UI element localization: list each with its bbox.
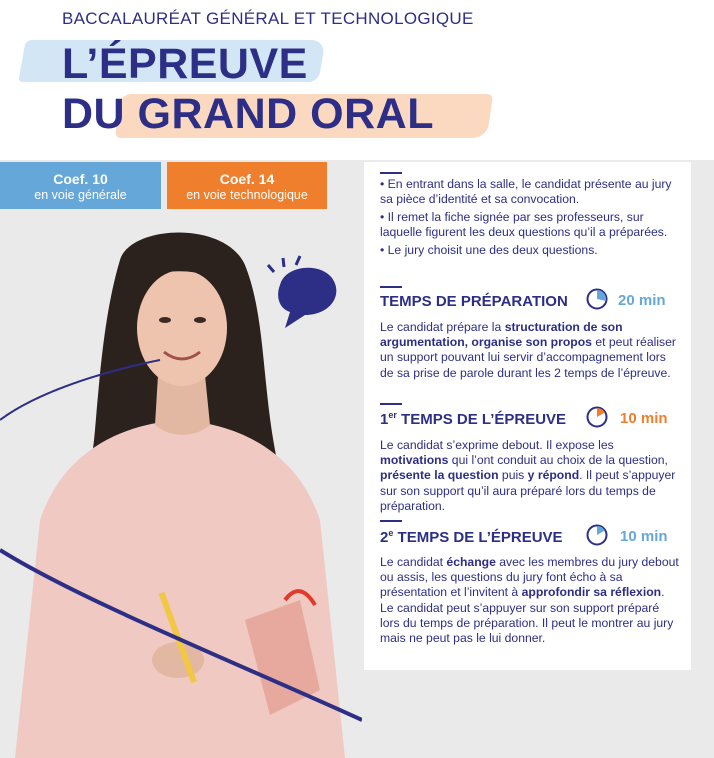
student-photo	[0, 220, 362, 758]
info-panel	[364, 162, 691, 670]
duration-second: 10 min	[620, 528, 668, 545]
section-text-second: Le candidat échange avec les membres du jury debout ou assis, les questions du jury font écho à sa présentation et l’invitent à approfondir sa réflexion. Le candidat peut s’appuyer sur son support préparé lors du temps de préparation. Il peut le montrer au jury mais ne peut pas le lui donner.	[380, 555, 679, 646]
divider-dash	[380, 403, 402, 405]
duration-preparation: 20 min	[618, 292, 666, 309]
section-title-first: 1er TEMPS DE L’ÉPREUVE	[380, 410, 567, 428]
bullet-item: • Le jury choisit une des deux questions.	[380, 243, 598, 257]
bullet-item: • Il remet la fiche signée par ses professeurs, sur laquelle figurent les deux questions qu’il a préparées.	[380, 210, 668, 239]
section-title-preparation: TEMPS DE PRÉPARATION	[380, 293, 568, 310]
header	[0, 0, 714, 160]
timer-icon	[586, 288, 608, 310]
header-subtitle: BACCALAURÉAT GÉNÉRAL ET TECHNOLOGIQUE	[62, 9, 474, 28]
duration-first: 10 min	[620, 410, 668, 427]
timer-icon	[586, 524, 608, 546]
coef-techno-sub: en voie technologique	[186, 188, 308, 202]
section-text-preparation: Le candidat prépare la structuration de son argumentation, organise son propos et peut réaliser un support pouvant lui servir d’accompagnement lors de sa prise de parole durant les 2 temps de l’épreuve.	[380, 320, 676, 380]
title-line-2: DU GRAND ORAL	[62, 90, 434, 138]
student-sweater	[15, 420, 345, 758]
coef-badge-technologique	[167, 162, 327, 209]
section-text-first: Le candidat s’exprime debout. Il expose les motivations qui l’ont conduit au choix de la question, présente la question puis y répond. Il peut s’appuyer sur son support qu’il aura préparé lors du temps de préparation.	[380, 438, 676, 513]
coef-badge-general	[0, 162, 161, 209]
coef-techno-label: Coef. 14	[219, 171, 275, 187]
intro-bullets	[380, 177, 685, 261]
section-title-second: 2e TEMPS DE L’ÉPREUVE	[380, 528, 563, 546]
timer-icon	[586, 406, 608, 428]
bullet-item: • En entrant dans la salle, le candidat présente au jury sa pièce d’identité et sa convocation.	[380, 177, 672, 206]
divider-dash	[380, 286, 402, 288]
divider-dash	[380, 520, 402, 522]
title-line-1: L’ÉPREUVE	[62, 40, 308, 88]
speech-bubble-icon	[268, 256, 336, 328]
divider-dash	[380, 172, 402, 174]
coef-general-label: Coef. 10	[53, 171, 108, 187]
student-face	[137, 270, 227, 386]
coef-general-sub: en voie générale	[34, 188, 127, 202]
